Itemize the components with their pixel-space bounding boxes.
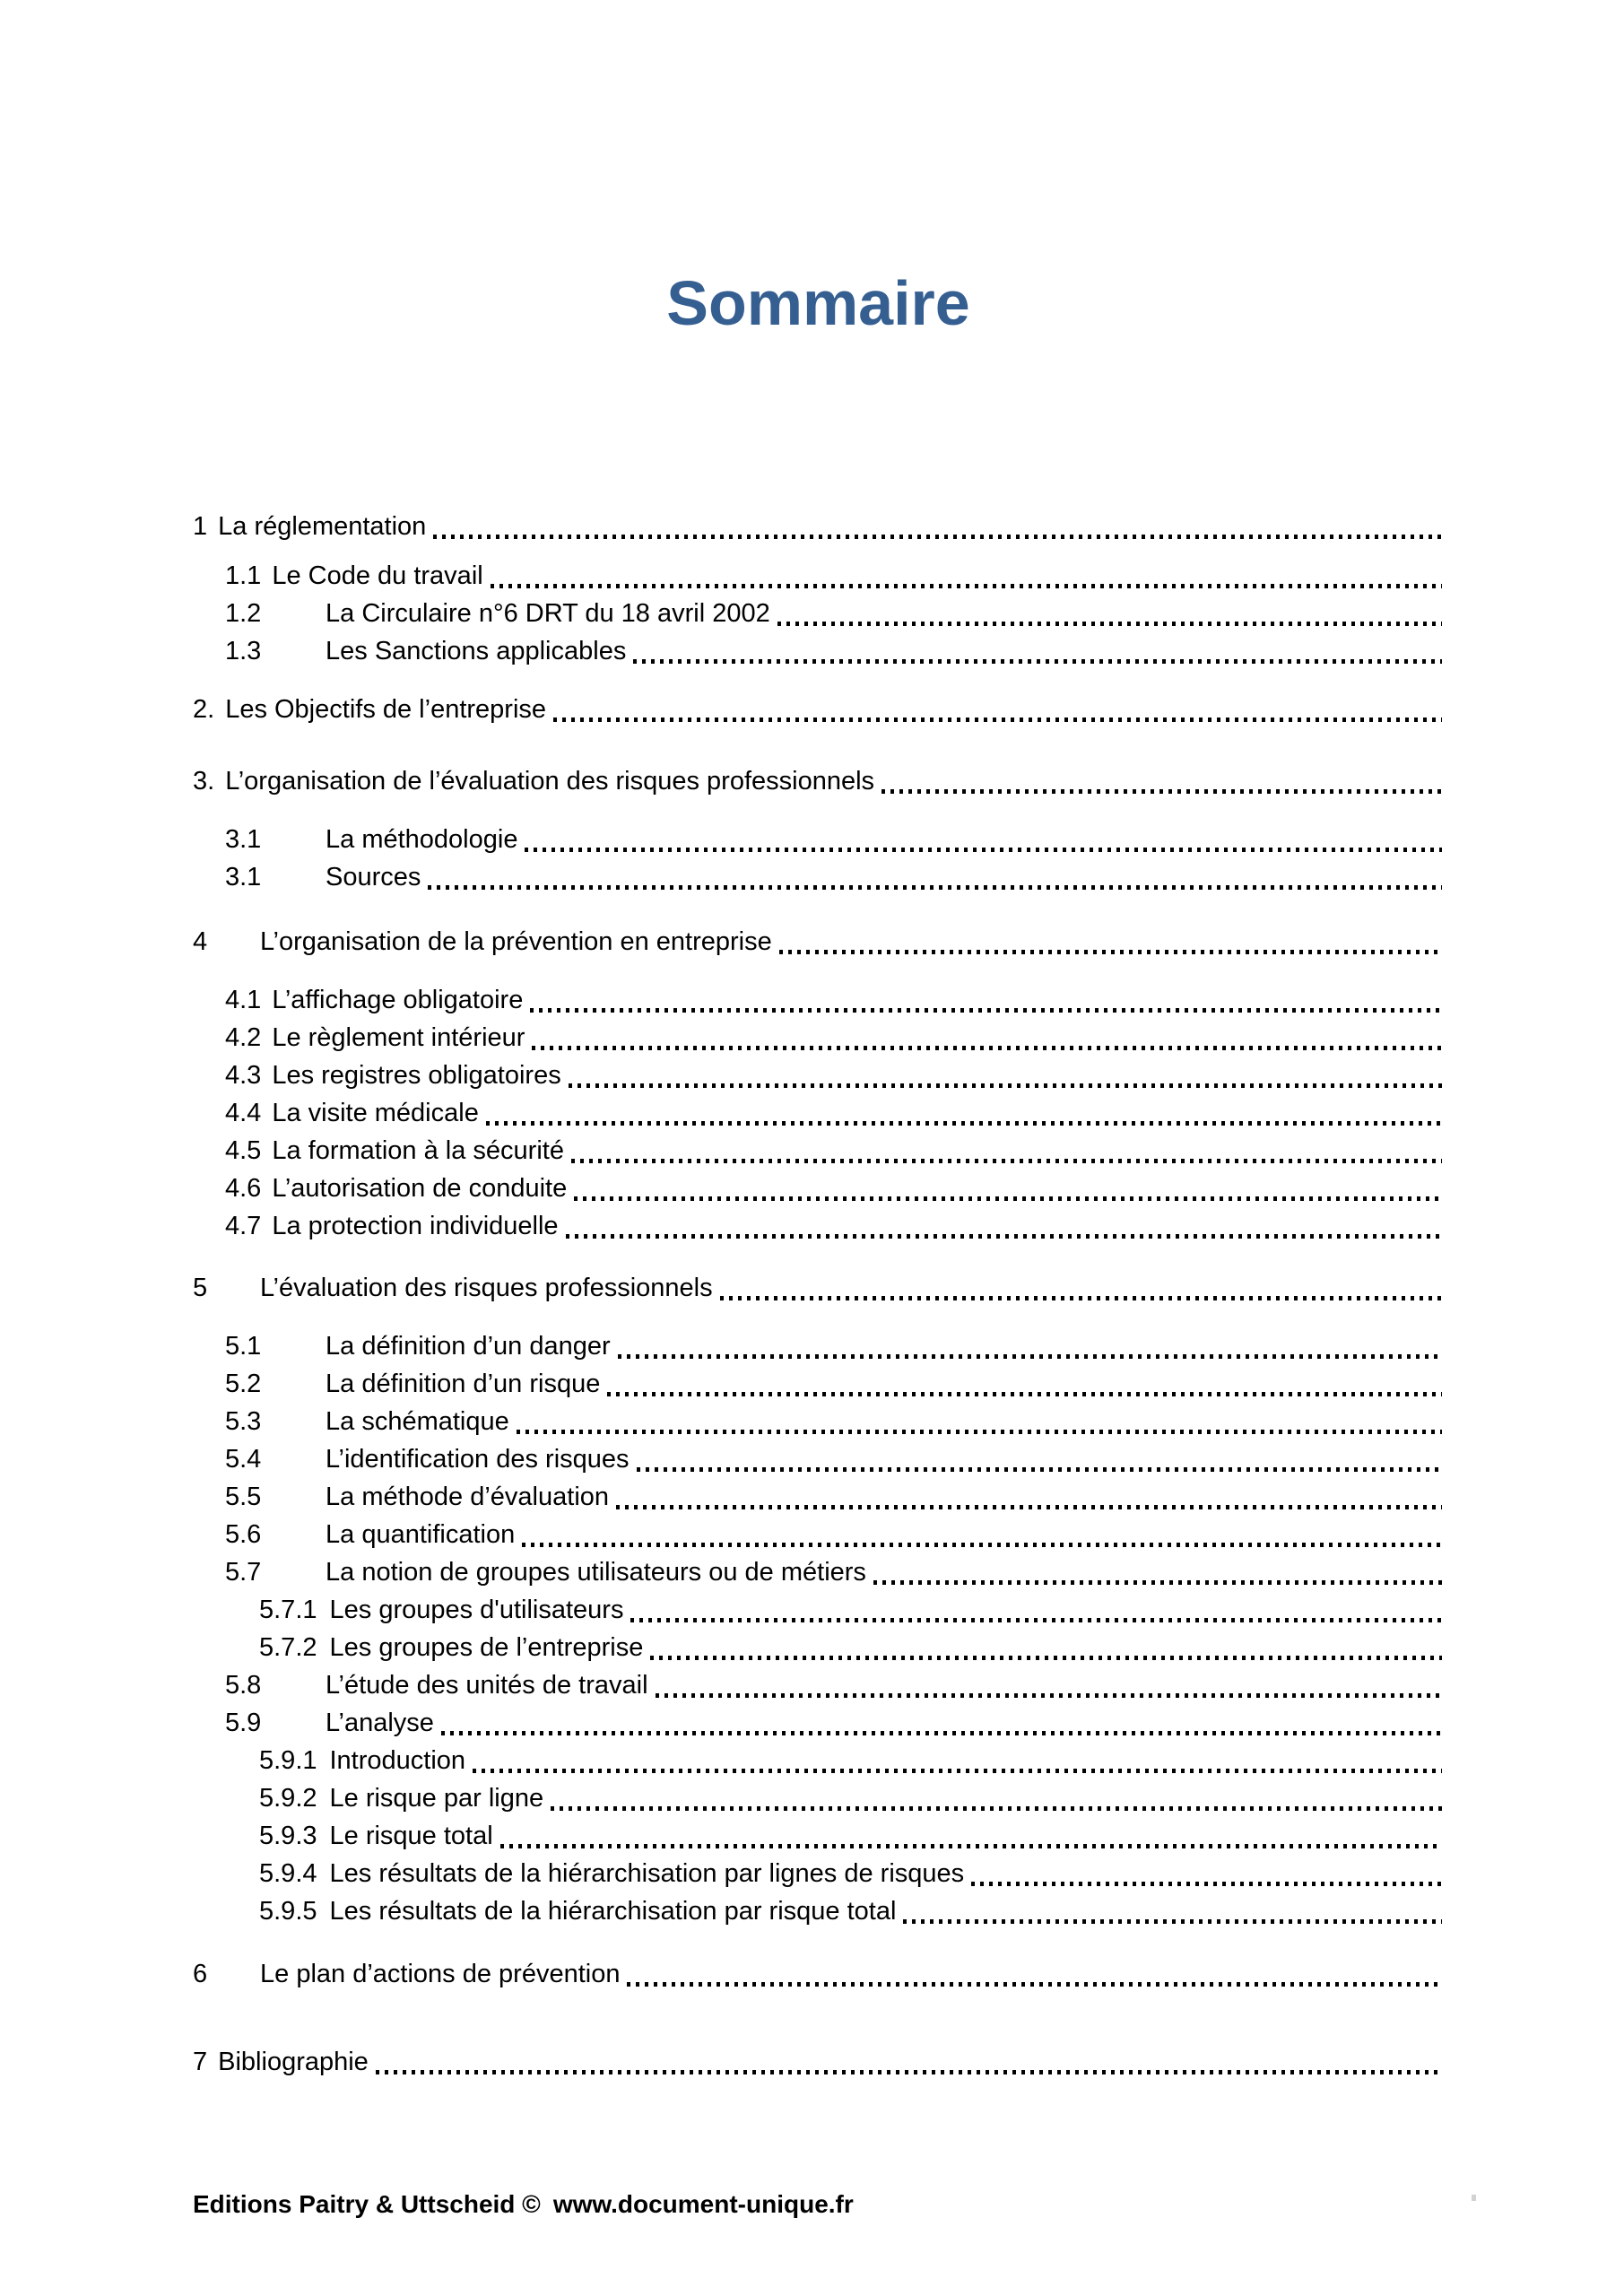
toc-entry[interactable]	[193, 595, 1444, 632]
toc-entry-label: La méthodologie	[326, 825, 518, 854]
toc-entry[interactable]	[193, 1955, 1444, 1993]
toc-entry-label: La réglementation	[218, 512, 427, 541]
dot-leader	[517, 1430, 1442, 1434]
dot-leader	[525, 848, 1442, 852]
toc-entry-number: 4.7	[225, 1212, 262, 1240]
dot-leader	[522, 1543, 1442, 1547]
toc-entry-number: 5.9	[225, 1709, 262, 1737]
toc-entry[interactable]	[193, 1170, 1444, 1207]
toc-entry[interactable]	[193, 1779, 1444, 1817]
toc-entry-label: Les résultats de la hiérarchisation par lignes de risques	[329, 1859, 965, 1888]
toc-entry-label: L’étude des unités de travail	[326, 1671, 648, 1700]
dot-leader	[569, 1083, 1442, 1088]
toc-entry-number: 5.9.3	[259, 1822, 317, 1850]
toc-entry[interactable]	[193, 508, 1444, 545]
toc-entry-label: Les groupes d'utilisateurs	[329, 1596, 624, 1624]
dot-leader	[903, 1919, 1442, 1924]
toc-entry-label: Le plan d’actions de prévention	[260, 1960, 621, 1988]
dot-leader	[500, 1844, 1442, 1848]
toc-entry-number: 1	[193, 512, 208, 541]
toc-entry-label: Introduction	[329, 1746, 466, 1775]
toc-entry-number: 3.	[193, 767, 215, 796]
toc-entry[interactable]	[193, 632, 1444, 670]
site-url: www.document-unique.fr	[552, 2190, 854, 2218]
dot-leader	[618, 1354, 1442, 1359]
table-of-contents	[193, 508, 1444, 2081]
toc-entry[interactable]	[193, 1057, 1444, 1094]
toc-entry-number: 1.2	[225, 599, 262, 628]
toc-entry-number: 2.	[193, 695, 215, 724]
toc-entry[interactable]	[193, 1403, 1444, 1440]
toc-entry-number: 4.3	[225, 1061, 262, 1090]
toc-entry[interactable]	[193, 1019, 1444, 1057]
toc-entry-number: 4	[193, 927, 208, 956]
dot-leader	[441, 1731, 1442, 1735]
toc-entry-label: La schématique	[326, 1407, 509, 1436]
dot-leader	[433, 535, 1442, 539]
toc-entry-number: 5.9.1	[259, 1746, 317, 1775]
dot-leader	[633, 659, 1442, 664]
toc-entry-label: Les groupes de l’entreprise	[329, 1633, 644, 1662]
toc-entry-number: 4.1	[225, 986, 262, 1014]
toc-entry[interactable]	[193, 981, 1444, 1019]
dot-leader	[532, 1046, 1442, 1050]
toc-entry-number: 5.9.2	[259, 1784, 317, 1813]
toc-entry-label: L’organisation de l’évaluation des risques professionnels	[225, 767, 875, 796]
toc-entry-label: Les registres obligatoires	[272, 1061, 561, 1090]
toc-entry-number: 4.2	[225, 1023, 262, 1052]
toc-entry[interactable]	[193, 1666, 1444, 1704]
dot-leader	[473, 1769, 1442, 1773]
toc-entry-number: 5.8	[225, 1671, 262, 1700]
toc-entry-label: Le Code du travail	[272, 561, 483, 590]
toc-entry-number: 5.7.2	[259, 1633, 317, 1662]
dot-leader	[571, 1159, 1442, 1163]
dot-leader	[553, 718, 1442, 722]
toc-entry[interactable]	[193, 858, 1444, 896]
toc-entry-label: La protection individuelle	[272, 1212, 559, 1240]
toc-entry[interactable]	[193, 1817, 1444, 1855]
toc-entry-label: L’autorisation de conduite	[272, 1174, 568, 1203]
toc-entry-label: La définition d’un danger	[326, 1332, 611, 1361]
toc-entry[interactable]	[193, 1365, 1444, 1403]
toc-entry-label: La Circulaire n°6 DRT du 18 avril 2002	[326, 599, 770, 628]
toc-entry-number: 5.1	[225, 1332, 262, 1361]
toc-entry-number: 1.1	[225, 561, 262, 590]
toc-entry-label: La visite médicale	[272, 1099, 479, 1127]
toc-entry[interactable]	[193, 557, 1444, 595]
dot-leader	[574, 1196, 1442, 1201]
toc-entry-number: 3.1	[225, 825, 262, 854]
dot-leader	[720, 1296, 1442, 1300]
toc-entry-label: Bibliographie	[218, 2048, 369, 2076]
toc-entry-number: 5.6	[225, 1520, 262, 1549]
dot-leader	[616, 1505, 1442, 1509]
dot-leader	[777, 622, 1442, 626]
footer	[193, 2190, 854, 2219]
dot-leader	[637, 1467, 1442, 1472]
dot-leader	[607, 1392, 1442, 1396]
toc-entry-label: Sources	[326, 863, 421, 891]
toc-entry-label: L’affichage obligatoire	[272, 986, 524, 1014]
toc-entry[interactable]	[193, 1094, 1444, 1132]
toc-entry-number: 5.3	[225, 1407, 262, 1436]
toc-entry-label: L’analyse	[326, 1709, 434, 1737]
toc-entry-number: 4.6	[225, 1174, 262, 1203]
toc-entry-number: 5.9.5	[259, 1897, 317, 1926]
toc-entry-number: 4.4	[225, 1099, 262, 1127]
toc-entry[interactable]	[193, 1478, 1444, 1516]
toc-entry[interactable]	[193, 1440, 1444, 1478]
toc-entry-number: 5.2	[225, 1370, 262, 1398]
dot-leader	[650, 1656, 1442, 1660]
toc-entry[interactable]	[193, 1269, 1444, 1307]
toc-entry-number: 5.7	[225, 1558, 262, 1587]
toc-entry-number: 5.7.1	[259, 1596, 317, 1624]
toc-entry[interactable]	[193, 1516, 1444, 1553]
dot-leader	[551, 1806, 1442, 1811]
dot-leader	[530, 1008, 1442, 1013]
toc-entry-label: La quantification	[326, 1520, 516, 1549]
toc-entry-label: Le règlement intérieur	[272, 1023, 525, 1052]
toc-entry-label: L’organisation de la prévention en entreprise	[260, 927, 772, 956]
toc-entry[interactable]	[193, 1704, 1444, 1742]
toc-entry[interactable]	[193, 762, 1444, 800]
toc-entry[interactable]	[193, 2043, 1444, 2081]
toc-entry[interactable]	[193, 1327, 1444, 1365]
toc-entry-label: Les résultats de la hiérarchisation par risque total	[329, 1897, 897, 1926]
toc-entry-label: La méthode d’évaluation	[326, 1483, 610, 1511]
toc-entry-label: L’évaluation des risques professionnels	[260, 1274, 713, 1302]
toc-entry-number: 1.3	[225, 637, 262, 665]
toc-entry-number: 7	[193, 2048, 208, 2076]
toc-entry[interactable]	[193, 821, 1444, 858]
toc-entry[interactable]	[193, 1892, 1444, 1930]
toc-entry[interactable]	[193, 691, 1444, 728]
toc-entry-label: La définition d’un risque	[326, 1370, 601, 1398]
dot-leader	[630, 1618, 1442, 1622]
dot-leader	[566, 1234, 1442, 1239]
toc-entry-number: 4.5	[225, 1136, 262, 1165]
toc-entry-label: Les Sanctions applicables	[326, 637, 627, 665]
toc-entry-number: 6	[193, 1960, 208, 1988]
dot-leader	[486, 1121, 1442, 1126]
toc-entry-number: 5.9.4	[259, 1859, 317, 1888]
toc-entry-label: Le risque par ligne	[329, 1784, 544, 1813]
dot-leader	[376, 2070, 1442, 2074]
dot-leader	[428, 885, 1442, 890]
publisher-text: Editions Paitry & Uttscheid ©	[193, 2190, 541, 2218]
dot-leader	[656, 1693, 1442, 1698]
toc-entry-number: 5	[193, 1274, 208, 1302]
toc-entry[interactable]	[193, 1742, 1444, 1779]
dot-leader	[779, 950, 1442, 954]
dot-leader	[491, 584, 1442, 588]
toc-entry-label: La notion de groupes utilisateurs ou de métiers	[326, 1558, 866, 1587]
dot-leader	[873, 1580, 1442, 1585]
toc-entry[interactable]	[193, 923, 1444, 961]
toc-entry[interactable]	[193, 1132, 1444, 1170]
dot-leader	[971, 1882, 1442, 1886]
toc-entry[interactable]	[193, 1855, 1444, 1892]
toc-entry-number: 5.4	[225, 1445, 262, 1474]
toc-entry-label: Le risque total	[329, 1822, 493, 1850]
dot-leader	[881, 789, 1442, 794]
toc-entry-number: 3.1	[225, 863, 262, 891]
toc-entry[interactable]	[193, 1553, 1444, 1591]
toc-entry-label: La formation à la sécurité	[272, 1136, 564, 1165]
page-title: Sommaire	[666, 268, 970, 338]
toc-entry[interactable]	[193, 1629, 1444, 1666]
toc-entry-label: Les Objectifs de l’entreprise	[225, 695, 547, 724]
toc-entry-number: 5.5	[225, 1483, 262, 1511]
faint-mark	[1472, 2195, 1476, 2201]
dot-leader	[627, 1982, 1442, 1987]
toc-entry-label: L’identification des risques	[326, 1445, 630, 1474]
toc-entry[interactable]	[193, 1207, 1444, 1245]
toc-entry[interactable]	[193, 1591, 1444, 1629]
